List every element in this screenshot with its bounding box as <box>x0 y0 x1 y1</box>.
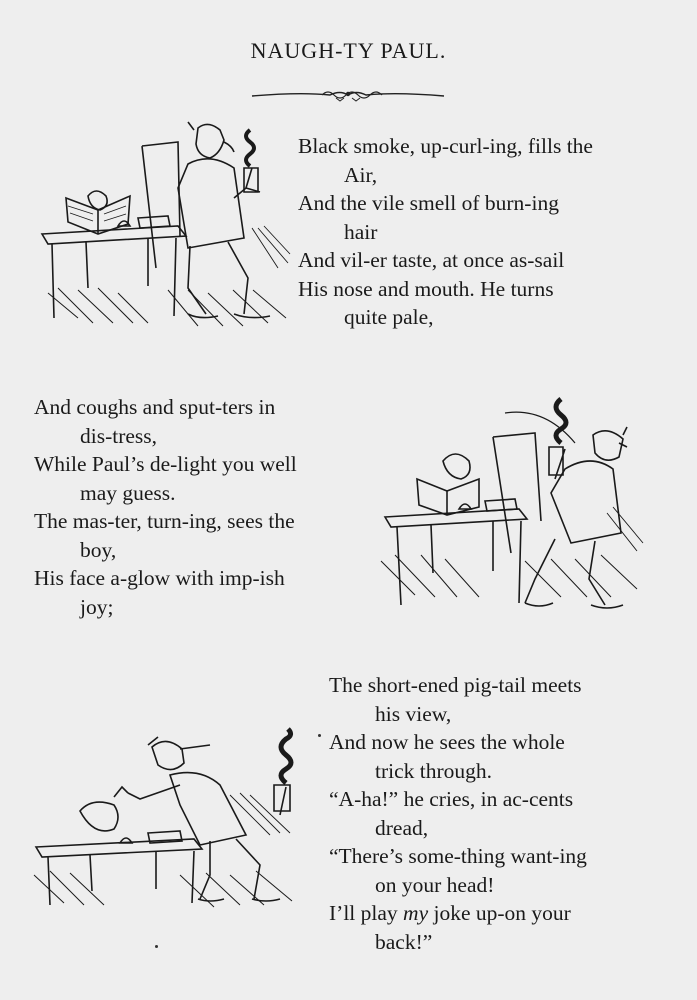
verse-line: Black smoke, up-curl-ing, fills the <box>298 134 593 158</box>
verse-line: back!” <box>375 929 433 954</box>
verse-line: While Paul’s de-light you well <box>34 452 297 476</box>
illustration-master-coughing <box>375 383 650 618</box>
illustration-master-smoking-pipe <box>38 118 293 333</box>
verse-line: The mas-ter, turn-ing, sees the <box>34 509 295 533</box>
emphasis-text: my <box>403 901 429 925</box>
verse-line: And coughs and sput-ters in <box>34 395 276 419</box>
verse-line: His nose and mouth. He turns <box>298 276 554 301</box>
verse-line: trick through. <box>375 758 493 783</box>
verse-line: quite pale, <box>344 305 434 329</box>
stanza-2 <box>34 393 297 621</box>
verse-line: Air, <box>344 162 378 187</box>
verse-line: His face a-glow with imp-ish <box>34 566 285 590</box>
verse-line: And the vile smell of burn-ing <box>298 191 559 215</box>
stanza-1 <box>298 132 593 332</box>
verse-line: boy, <box>80 537 117 562</box>
verse-line: And now he sees the whole <box>329 730 565 754</box>
illustration-master-pigtail-prank <box>30 715 320 910</box>
verse-line: may guess. <box>80 480 176 505</box>
verse-line: on your head! <box>375 872 495 897</box>
verse-line: his view, <box>375 701 452 726</box>
stanza-3 <box>329 671 587 956</box>
verse-line: “There’s some-thing want-ing <box>329 844 587 868</box>
page-speck <box>318 734 321 737</box>
verse-line: I’ll play my joke up-on your <box>329 901 571 925</box>
page-title: NAUGH-TY PAUL. <box>250 38 447 63</box>
verse-line: “A-ha!” he cries, in ac-cents <box>329 787 574 811</box>
verse-line: The short-ened pig-tail meets <box>329 673 582 697</box>
verse-line: joy; <box>80 594 114 619</box>
verse-line: dis-tress, <box>80 423 158 448</box>
verse-line: hair <box>344 219 378 244</box>
verse-line: dread, <box>375 815 429 840</box>
page-speck <box>155 945 158 948</box>
verse-line: And vil-er taste, at once as-sail <box>298 248 565 272</box>
title-ornament-divider <box>250 86 446 104</box>
